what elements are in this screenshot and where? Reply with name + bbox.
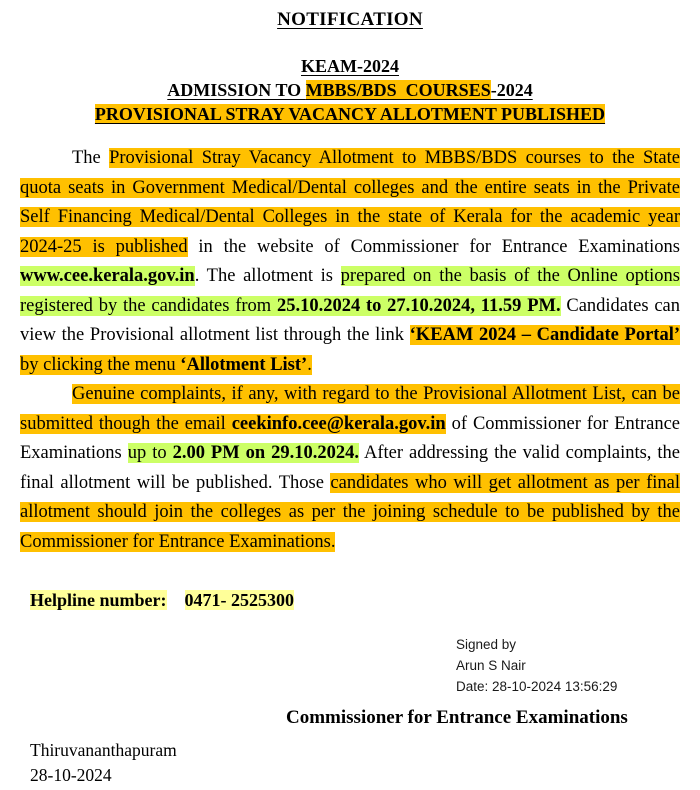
p2-upto-lead: up to — [127, 443, 173, 463]
footer-place: Thiruvananthapuram — [30, 740, 177, 760]
p1-seg-the: The — [72, 148, 110, 168]
commissioner-designation: Commissioner for Entrance Examinations — [286, 707, 628, 728]
option-registration-dates: 25.10.2024 to 27.10.2024, 11.59 PM. — [276, 295, 561, 316]
footer-date: 28-10-2024 — [30, 765, 112, 785]
p1-candidates-view: Candidates can view the Provisional allotment list through the link — [20, 295, 681, 345]
signed-by-label: Signed by — [456, 637, 517, 652]
candidate-portal-link[interactable]: ‘KEAM 2024 – Candidate Portal’ — [409, 325, 680, 345]
notification-title-text: NOTIFICATION — [277, 9, 423, 30]
paragraph-two — [20, 380, 680, 557]
complaint-email-address[interactable]: ceekinfo.cee@kerala.gov.in — [231, 413, 446, 434]
p1-allotment-statement: Provisional Stray Vacancy Allotment to MBBS/BDS courses to the State quota seats in Government Medical/Dental colleges and the entire seats in the Private Self Financing Medical/Dental Colleges in the state of Kerala for the academic year 2024-25 is published — [20, 148, 680, 257]
allotment-list-menu[interactable]: ‘Allotment List’ — [180, 354, 308, 375]
helpline-gap — [167, 590, 185, 610]
admission-courses-highlight: MBBS/BDS COURSES — [305, 80, 491, 100]
digital-signature-block — [456, 634, 617, 697]
document-body — [20, 144, 680, 557]
p2-of-commissioner: of Commissioner for Entrance Examinations — [20, 413, 680, 463]
signatory-name: Arun S Nair — [456, 658, 526, 673]
p1-website-lead: in the website of Commissioner for Entrance Examinations — [187, 236, 680, 257]
signature-date: Date: 28-10-2024 13:56:29 — [456, 679, 618, 694]
p2-joining-instructions: candidates who will get allotment as per final allotment should join the colleges as per the joining schedule to be published by the Commissioner for Entrance Examinations. — [20, 472, 680, 552]
document-footer — [30, 738, 177, 788]
helpline-number: 0471- 2525300 — [184, 590, 295, 610]
provisional-allotment-title — [0, 103, 700, 126]
p1-menu-lead: by clicking the menu — [20, 354, 181, 375]
keam-title — [0, 56, 700, 77]
helpline-label: Helpline number: — [30, 590, 167, 610]
notification-title — [0, 9, 700, 31]
p1-period: . — [307, 354, 312, 375]
admission-title — [0, 79, 700, 101]
complaint-deadline: 2.00 PM on 29.10.2024. — [172, 443, 360, 463]
admission-suffix: -2024 — [490, 80, 533, 100]
document-heading-block — [0, 9, 700, 126]
paragraph-one — [20, 144, 680, 380]
provisional-allotment-title-text: PROVISIONAL STRAY VACANCY ALLOTMENT PUBLISHED — [94, 104, 606, 124]
keam-title-text: KEAM-2024 — [301, 56, 399, 76]
cee-website-link[interactable]: www.cee.kerala.gov.in — [20, 266, 195, 286]
p1-after-website: . The allotment is — [194, 266, 341, 286]
p2-complaints-statement: Genuine complaints, if any, with regard to the Provisional Allotment List, can be submitted though the email — [20, 384, 680, 434]
admission-prefix: ADMISSION TO — [167, 80, 306, 100]
p2-after-deadline: After addressing the valid complaints, the final allotment will be published. Those — [20, 443, 681, 493]
p1-options-basis: prepared on the basis of the Online options registered by the candidates from — [20, 266, 680, 316]
helpline-row — [30, 587, 700, 613]
